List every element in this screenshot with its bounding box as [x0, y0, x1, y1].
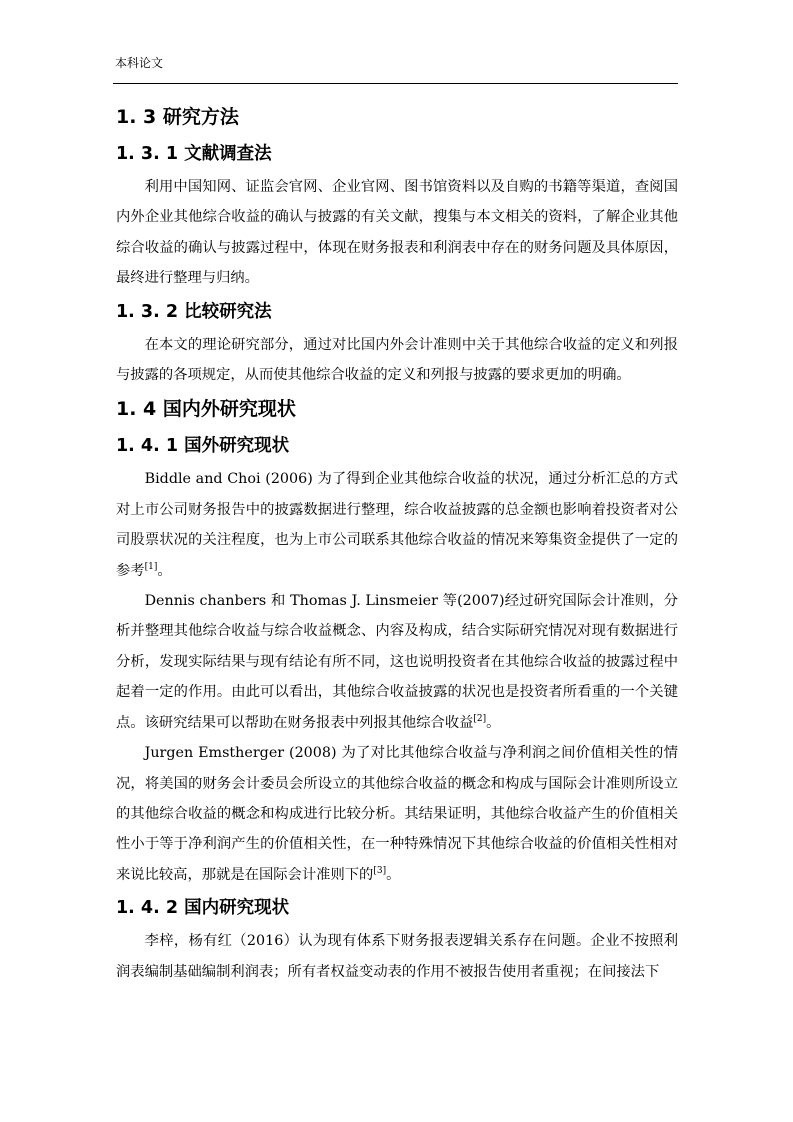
paragraph-text: Biddle and Choi (2006) 为了得到企业其他综合收益的状况，通过分析汇总的方式对上市公司财务报告中的披露数据进行整理，综合收益披露的总金额也影响着投资者对公司股票状况的关注程度，也为上市公司联系其他综合收益的情况来筹集资金提供了一定的参考: [116, 471, 678, 579]
paragraph-text: Dennis chanbers 和 Thomas J. Linsmeier 等(2007)经过研究国际会计准则，分析并整理其他综合收益与综合收益概念、内容及构成，结合实际研究情况对现有数据进行分析，发现实际结果与现有结论有所不同，这也说明投资者在其他综合收益的披露过程中起着一定的作用。由此可以看出，其他综合收益披露的状况也是投资者所看重的一个关键点。该研究结果可以帮助在财务报表中列报其他综合收益: [116, 593, 678, 731]
running-header: 本科论文: [115, 56, 164, 70]
subsection-heading-1-3-1: 1. 3. 1 文献调查法: [116, 144, 272, 164]
subsection-heading-1-4-1: 1. 4. 1 国外研究现状: [116, 436, 290, 457]
subsection-heading-1-4-2: 1. 4. 2 国内研究现状: [116, 898, 290, 919]
paragraph-text: Jurgen Emstherger (2008) 为了对比其他综合收益与净利润之间价值相关性的情况，将美国的财务会计委员会所设立的其他综合收益的概念和构成与国际会计准则所设立的其他综合收益的概念和构成进行比较分析。其结果证明，其他综合收益产生的价值相关性小于等于净利润产生的价值相关性，在一种特殊情况下其他综合收益的价值相关性相对来说比较高，那就是在国际会计准则下的: [116, 745, 678, 883]
paragraph: 在本文的理论研究部分，通过对比国内外会计准则中关于其他综合收益的定义和列报与披露的各项规定，从而使其他综合收益的定义和列报与披露的要求更加的明确。: [116, 336, 678, 384]
page-body: [116, 98, 678, 987]
paragraph-end: 。: [486, 714, 501, 731]
paragraph: [116, 464, 678, 586]
header-rule: [113, 83, 678, 84]
citation-marker: [1]: [144, 561, 158, 572]
citation-marker: [3]: [373, 865, 387, 876]
paragraph: [116, 586, 678, 738]
paragraph: 李梓，杨有红（2016）认为现有体系下财务报表逻辑关系存在问题。企业不按照利润表编制基础编制利润表；所有者权益变动表的作用不被报告使用者重视；在间接法下: [116, 933, 678, 980]
paragraph: [116, 738, 678, 890]
citation-marker: [2]: [473, 713, 487, 724]
paragraph-end: 。: [386, 866, 401, 883]
paragraph: 利用中国知网、证监会官网、企业官网、图书馆资料以及自购的书籍等渠道，查阅国内外企业其他综合收益的确认与披露的有关文献，搜集与本文相关的资料，了解企业其他综合收益的确认与披露过程中，体现在财务报表和利润表中存在的财务问题及具体原因，最终进行整理与归纳。: [116, 179, 678, 287]
paragraph-end: 。: [157, 562, 172, 579]
section-heading-1-4: 1. 4 国内外研究现状: [116, 398, 296, 421]
subsection-heading-1-3-2: 1. 3. 2 比较研究法: [116, 301, 272, 322]
section-heading-1-3: 1. 3 研究方法: [116, 106, 239, 128]
